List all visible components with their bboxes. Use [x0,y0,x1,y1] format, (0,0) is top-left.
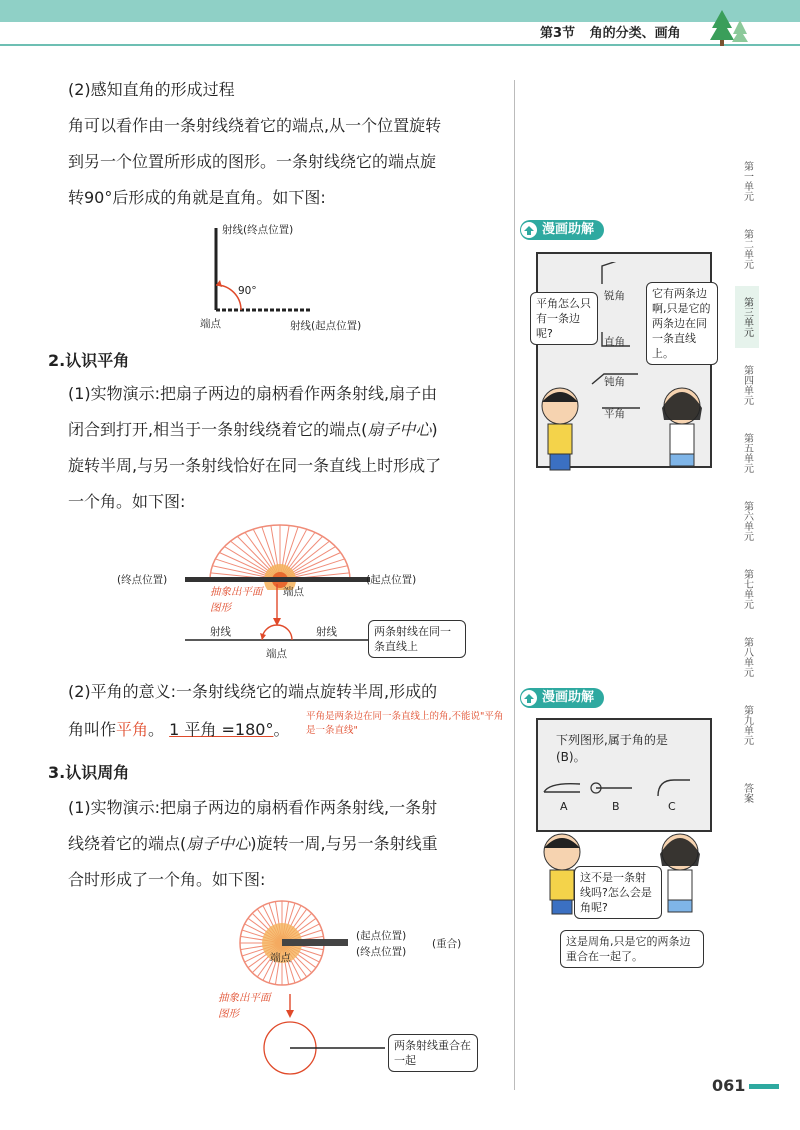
flat-angle-term: 平角 [116,720,149,739]
comic2-question: 下列图形,属于角的是(B)。 [556,733,668,764]
flat-start-pos-label: (起点位置) [366,574,417,586]
flat-angle-note: 平角是两条边在同一条直线上的角,不能说"平角是一条直线" [306,711,504,736]
unit-tabs [735,150,763,830]
unit-tab-8[interactable]: 第八单元 [741,637,753,677]
part3-line1: (1)实物演示:把扇子两边的扇柄看作两条射线,一条射 [68,798,438,817]
part2-line3: 旋转半周,与另一条射线恰好在同一条直线上时形成了 [68,456,442,475]
section-number: 第3节 [540,26,576,41]
comic2-bubble-b: 这是周角,只是它的两条边重合在一起了。 [560,930,704,968]
part2-line4: 一个角。如下图: [68,492,186,511]
flat-definition-line2: 角叫作平角。 1 平角 =180°。 [68,720,290,739]
part2-line2: 闭合到打开,相当于一条射线绕着它的端点(扇子中心) [68,420,438,439]
unit-tab-9[interactable]: 第九单元 [741,705,753,745]
part3-line3: 合时形成了一个角。如下图: [68,870,266,889]
full-angle-diagram [250,990,390,1080]
comic2-bubble-a: 这不是一条射线吗?怎么会是角呢? [574,866,662,919]
flat-end-pos-label: (终点位置) [117,574,168,586]
full-end-pos-label: (终点位置) [356,946,407,958]
flat-ray1-label: 射线 [210,626,231,638]
answers-tab[interactable]: 答案 [741,783,753,803]
unit-tab-4[interactable]: 第四单元 [741,365,753,405]
part2-line1: (1)实物演示:把扇子两边的扇柄看作两条射线,扇子由 [68,384,438,403]
column-divider [514,80,515,1090]
unit-tab-5[interactable]: 第五单元 [741,433,753,473]
comic2-tag: 漫画助解 [520,688,604,708]
right-angle-value: 90° [238,285,257,297]
full-callout: 两条射线重合在一起 [388,1034,478,1072]
comic1-label-obtuse: 钝角 [604,376,625,388]
unit-tab-2[interactable]: 第二单元 [741,229,753,269]
full-overlap-label: (重合) [432,938,462,950]
comic1-kids [532,376,712,480]
hand-point-icon [520,689,538,707]
comic1-label-right: 直角 [604,336,625,348]
comic2-option-a: A [560,800,568,813]
top-color-bar [0,0,800,22]
part2-heading: 2.认识平角 [48,351,130,370]
section-title: 角的分类、画角 [589,26,681,41]
comic1-bubble-left: 平角怎么只有一条边呢? [530,292,598,345]
full-vertex-label: 端点 [270,952,291,964]
full-start-pos-label: (起点位置) [356,930,407,942]
unit-tab-3[interactable]: 第三单元 [735,286,759,348]
part3-line2: 线绕着它的端点(扇子中心)旋转一周,与另一条射线重 [68,834,438,853]
page-number: 061 [712,1076,779,1095]
flat-vertex-label: 端点 [283,586,304,598]
flat-abstract-label: 抽象出平面图形 [210,586,263,614]
part1-line1: 角可以看作由一条射线绕着它的端点,从一个位置旋转 [68,116,442,135]
header-title [540,22,681,41]
part1-line2: 到另一个位置所形成的图形。一条射线绕它的端点旋 [68,152,437,171]
comic2-option-b: B [612,800,620,813]
right-angle-start-label: 射线(起点位置) [290,320,362,332]
comic1-label-acute: 锐角 [604,290,625,302]
tree-icon [708,8,750,48]
full-abstract-label: 抽象出平面图形 [218,992,271,1020]
right-angle-vertex-label: 端点 [200,318,221,330]
comic2-option-c: C [668,800,676,813]
unit-tab-6[interactable]: 第六单元 [741,501,753,541]
unit-tab-1[interactable]: 第一单元 [741,161,753,201]
full-fan-figure [230,898,350,988]
comic1-tag: 漫画助解 [520,220,604,240]
right-angle-end-label: 射线(终点位置) [222,224,294,236]
flat-vertex2-label: 端点 [266,648,287,660]
comic1-bubble-right: 它有两条边啊,只是它的两条边在同一条直线上。 [646,282,718,365]
header-rule [0,44,800,46]
flat-ray2-label: 射线 [316,626,337,638]
flat-definition-line1: (2)平角的意义:一条射线绕它的端点旋转半周,形成的 [68,682,438,701]
unit-tab-7[interactable]: 第七单元 [741,569,753,609]
part1-heading: (2)感知直角的形成过程 [68,80,235,99]
comic1-label-flat: 平角 [604,408,625,420]
flat-callout: 两条射线在同一条直线上 [368,620,466,658]
part3-heading: 3.认识周角 [48,763,130,782]
flat-angle-equation: 1 平角 =180° [169,720,274,739]
hand-point-icon [520,221,538,239]
part1-line3: 转90°后形成的角就是直角。如下图: [68,188,326,207]
